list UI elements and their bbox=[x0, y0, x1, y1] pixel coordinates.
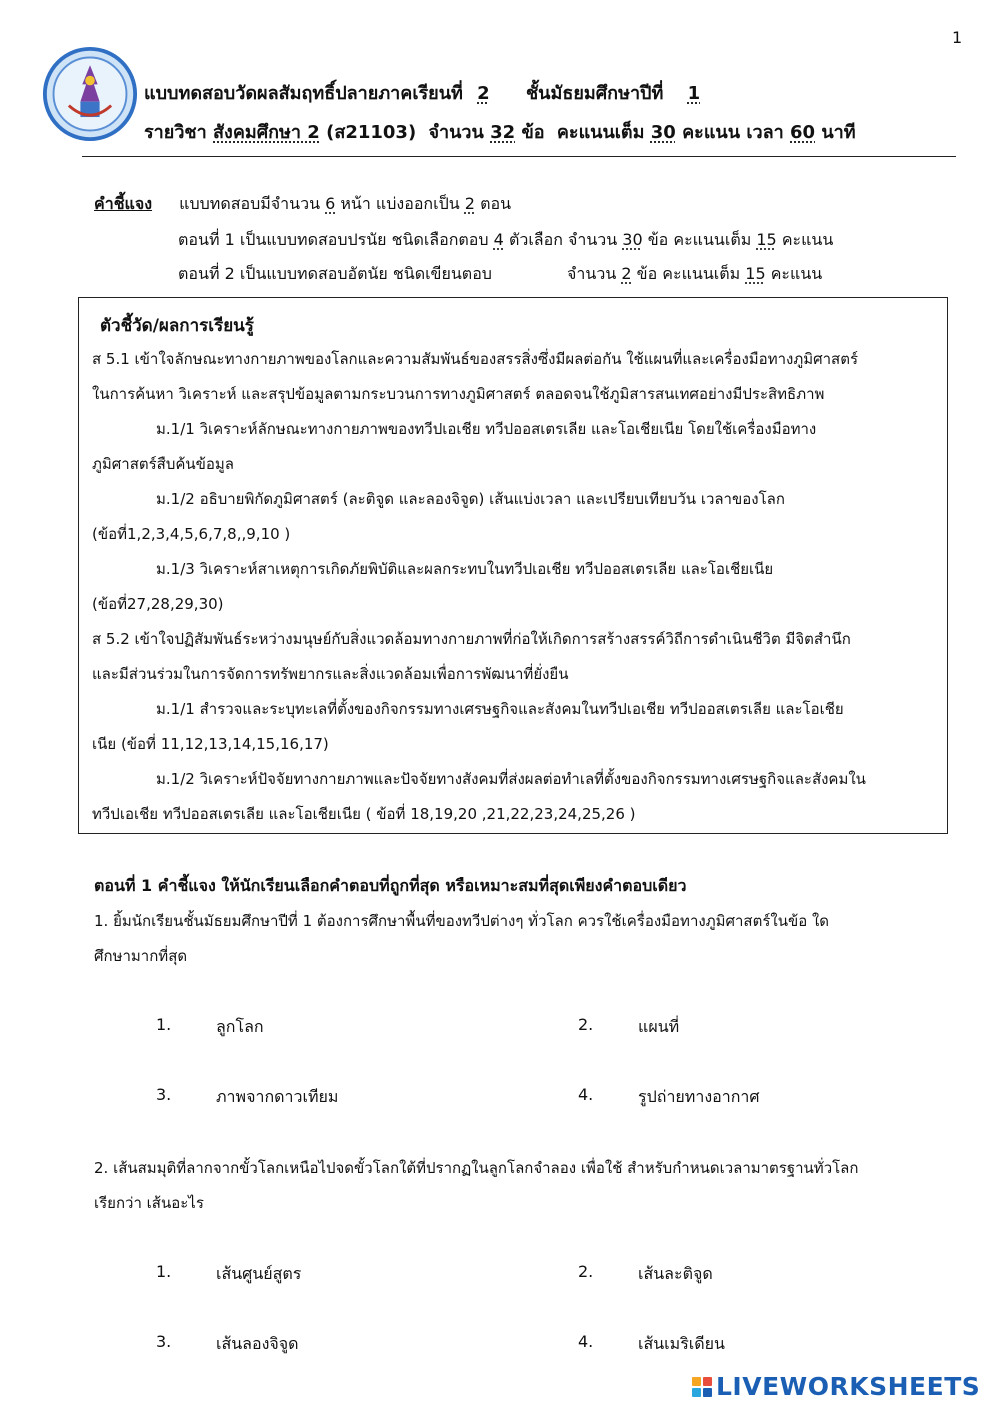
option-text: ลูกโลก bbox=[216, 1017, 264, 1036]
subject-label: รายวิชา bbox=[144, 122, 207, 143]
count-label: จำนวน bbox=[428, 122, 484, 143]
time-label: เวลา bbox=[746, 122, 784, 143]
indicator-line: (ข้อที่1,2,3,4,5,6,7,8,,9,10 ) bbox=[92, 525, 291, 543]
indicator-line: ม.1/2 อธิบายพิกัดภูมิศาสตร์ (ละติจูด และลองจิจูด) เส้นแบ่งเวลา และเปรียบเทียบวัน เวลาของโลก bbox=[156, 490, 785, 508]
indicator-line: (ข้อที่27,28,29,30) bbox=[92, 595, 224, 613]
question-1-text-cont: ศึกษามากที่สุด bbox=[94, 947, 188, 965]
q1-option-1[interactable] bbox=[156, 1015, 264, 1036]
indicator-line: ม.1/3 วิเคราะห์สาเหตุการเกิดภัยพิบัติและผลกระทบในทวีปเอเชีย ทวีปออสเตรเลีย และโอเชียเนีย bbox=[156, 560, 774, 578]
option-number: 2. bbox=[578, 1015, 594, 1034]
indicator-line: เนีย (ข้อที่ 11,12,13,14,15,16,17) bbox=[92, 735, 329, 753]
instructions-text: จำนวน bbox=[567, 264, 617, 283]
indicator-line: ภูมิศาสตร์สืบค้นข้อมูล bbox=[92, 455, 234, 473]
instructions-text: ตอนที่ 1 เป็นแบบทดสอบปรนัย ชนิดเลือกตอบ bbox=[178, 230, 489, 249]
indicator-line: ม.1/2 วิเคราะห์ปัจจัยทางกายภาพและปัจจัยทางสังคมที่ส่งผลต่อทำเลที่ตั้งของกิจกรรมทางเศรษฐกิจและสังคมใน bbox=[156, 770, 866, 788]
option-number: 3. bbox=[156, 1332, 172, 1351]
count-unit: ข้อ bbox=[521, 122, 545, 143]
q1-option-2[interactable] bbox=[578, 1015, 680, 1036]
instructions-text: คะแนน bbox=[770, 264, 823, 283]
question-2-text-cont: เรียกว่า เส้นอะไร bbox=[94, 1194, 204, 1212]
indicators-title: ตัวชี้วัด/ผลการเรียนรู้ bbox=[100, 316, 254, 336]
subject-code: (ส21103) bbox=[326, 122, 417, 143]
choices-value: 4 bbox=[493, 230, 504, 249]
option-text: เส้นเมริเดียน bbox=[638, 1334, 725, 1353]
instructions-part1 bbox=[178, 228, 833, 253]
indicator-line: ม.1/1 สำรวจและระบุทะเลที่ตั้งของกิจกรรมทางเศรษฐกิจและสังคมในทวีปเอเชีย ทวีปออสเตรเลีย และโอเชีย bbox=[156, 700, 844, 718]
score-unit: คะแนน bbox=[682, 122, 741, 143]
parts-value: 2 bbox=[464, 194, 475, 213]
grade-label: ชั้นมัธยมศึกษาปีที่ bbox=[525, 83, 664, 104]
watermark-text: LIVEWORKSHEETS bbox=[716, 1372, 981, 1401]
score-label: คะแนนเต็ม bbox=[556, 122, 645, 143]
instructions-text: หน้า แบ่งออกเป็น bbox=[340, 194, 460, 213]
time-unit: นาที bbox=[821, 122, 856, 143]
subject-value: สังคมศึกษา 2 bbox=[213, 122, 320, 143]
option-text: เส้นศูนย์สูตร bbox=[216, 1264, 302, 1283]
page-number: 1 bbox=[952, 28, 963, 47]
instructions-text: แบบทดสอบมีจำนวน bbox=[179, 194, 320, 213]
pages-value: 6 bbox=[325, 194, 336, 213]
option-text: รูปถ่ายทางอากาศ bbox=[638, 1087, 760, 1106]
exam-title-line bbox=[144, 78, 700, 107]
q1-option-3[interactable] bbox=[156, 1085, 339, 1106]
option-number: 1. bbox=[156, 1015, 172, 1034]
instructions-text: ตอนที่ 2 เป็นแบบทดสอบอัตนัย ชนิดเขียนตอบ bbox=[178, 264, 492, 283]
option-number: 1. bbox=[156, 1262, 172, 1281]
count-value: 32 bbox=[490, 122, 516, 143]
instructions-text: ตัวเลือก จำนวน bbox=[508, 230, 618, 249]
header-divider bbox=[82, 156, 956, 157]
indicator-line: และมีส่วนร่วมในการจัดการทรัพยากรและสิ่งแวดล้อมเพื่อการพัฒนาที่ยั่งยืน bbox=[92, 665, 569, 683]
option-text: เส้นละติจูด bbox=[638, 1264, 713, 1283]
q1-option-4[interactable] bbox=[578, 1085, 760, 1106]
option-number: 2. bbox=[578, 1262, 594, 1281]
option-number: 3. bbox=[156, 1085, 172, 1104]
score-value: 30 bbox=[650, 122, 676, 143]
school-logo bbox=[42, 46, 138, 142]
instructions-text: ข้อ คะแนนเต็ม bbox=[636, 264, 741, 283]
option-text: แผนที่ bbox=[638, 1017, 680, 1036]
instructions-line-1 bbox=[94, 192, 511, 217]
q2-option-2[interactable] bbox=[578, 1262, 713, 1283]
option-text: ภาพจากดาวเทียม bbox=[216, 1087, 339, 1106]
part1-heading: ตอนที่ 1 คำชี้แจง ให้นักเรียนเลือกคำตอบที่ถูกที่สุด หรือเหมาะสมที่สุดเพียงคำตอบเดียว bbox=[94, 876, 687, 895]
part2-count-value: 2 bbox=[621, 264, 632, 283]
part1-score-value: 15 bbox=[756, 230, 777, 249]
liveworksheets-watermark bbox=[692, 1372, 980, 1401]
option-text: เส้นลองจิจูด bbox=[216, 1334, 299, 1353]
instructions-part2 bbox=[178, 262, 822, 287]
part1-count-value: 30 bbox=[622, 230, 643, 249]
instructions-text: ข้อ คะแนนเต็ม bbox=[647, 230, 752, 249]
indicator-line: ม.1/1 วิเคราะห์ลักษณะทางกายภาพของทวีปเอเชีย ทวีปออสเตรเลีย และโอเชียเนีย โดยใช้เครื่องมือทาง bbox=[156, 420, 817, 438]
indicator-line: ส 5.1 เข้าใจลักษณะทางกายภาพของโลกและความสัมพันธ์ของสรรสิ่งซึ่งมีผลต่อกัน ใช้แผนที่และเครื่องมือทางภูมิศาสตร์ bbox=[92, 350, 859, 368]
liveworksheets-logo-icon bbox=[692, 1377, 712, 1397]
option-number: 4. bbox=[578, 1085, 594, 1104]
indicator-line: ทวีปเอเชีย ทวีปออสเตรเลีย และโอเชียเนีย ( ข้อที่ 18,19,20 ,21,22,23,24,25,26 ) bbox=[92, 805, 636, 823]
term-value: 2 bbox=[477, 83, 490, 104]
exam-title: แบบทดสอบวัดผลสัมฤทธิ์ปลายภาคเรียนที่ bbox=[144, 83, 463, 104]
grade-value: 1 bbox=[687, 83, 701, 104]
instructions-text: ตอน bbox=[480, 194, 511, 213]
q2-option-1[interactable] bbox=[156, 1262, 302, 1283]
indicator-line: ในการค้นหา วิเคราะห์ และสรุปข้อมูลตามกระบวนการทางภูมิศาสตร์ ตลอดจนใช้ภูมิสารสนเทศอย่างมีประสิทธิภาพ bbox=[92, 385, 825, 403]
instructions-label: คำชี้แจง bbox=[94, 194, 153, 213]
option-number: 4. bbox=[578, 1332, 594, 1351]
subject-line bbox=[144, 117, 856, 146]
q2-option-4[interactable] bbox=[578, 1332, 725, 1353]
q2-option-3[interactable] bbox=[156, 1332, 299, 1353]
instructions-text: คะแนน bbox=[781, 230, 834, 249]
part2-score-value: 15 bbox=[745, 264, 766, 283]
question-1-text: 1. ยิ้มนักเรียนชั้นมัธยมศึกษาปีที่ 1 ต้องการศึกษาพื้นที่ของทวีปต่างๆ ทั่วโลก ควรใช้เครื่องมือทางภูมิศาสตร์ในข้อ ใด bbox=[94, 912, 830, 930]
question-2-text: 2. เส้นสมมุติที่ลากจากขั้วโลกเหนือไปจดขั้วโลกใต้ที่ปรากฏในลูกโลกจำลอง เพื่อใช้ สำหรับกำหนดเวลามาตรฐานทั่วโลก bbox=[94, 1159, 859, 1177]
time-value: 60 bbox=[790, 122, 816, 143]
indicator-line: ส 5.2 เข้าใจปฏิสัมพันธ์ระหว่างมนุษย์กับสิ่งแวดล้อมทางกายภาพที่ก่อให้เกิดการสร้างสรรค์วิถีการดำเนินชีวิต มีจิตสำนึก bbox=[92, 630, 851, 648]
